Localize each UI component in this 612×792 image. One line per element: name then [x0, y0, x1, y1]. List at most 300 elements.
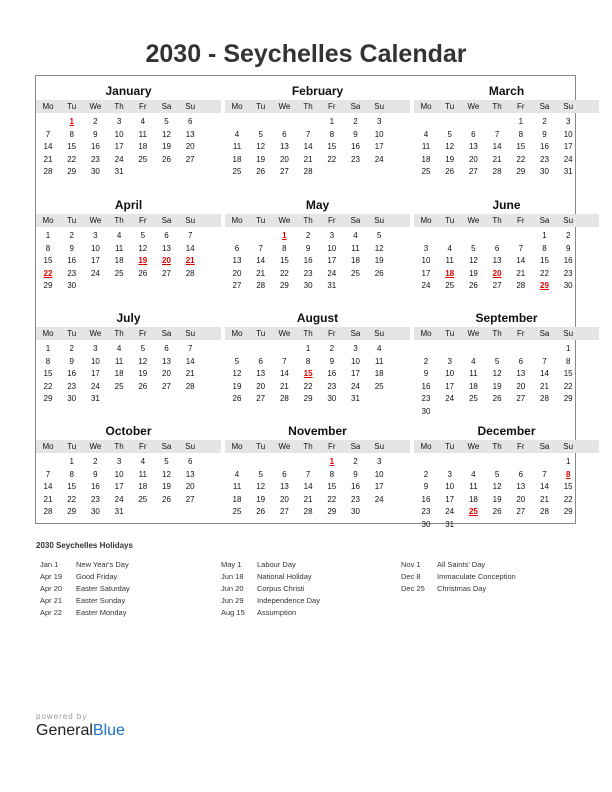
weekday-label: Fr: [328, 216, 336, 225]
day-cell: 12: [492, 369, 502, 379]
holiday-day-cell: 22: [43, 268, 53, 278]
month-july: [36, 311, 221, 421]
day-cell: 20: [185, 142, 195, 152]
day-cell: 2: [423, 356, 429, 366]
day-cell: 22: [540, 268, 549, 278]
day-cell: 17: [445, 381, 455, 391]
day-cell: 16: [303, 256, 313, 266]
weekday-header: [414, 327, 599, 340]
day-cell: 26: [138, 381, 148, 391]
day-cell: 23: [67, 381, 77, 391]
holiday-day-cell: 20: [162, 256, 171, 266]
weekday-label: Su: [374, 442, 385, 451]
weekday-header: [414, 440, 599, 453]
day-cell: 17: [351, 369, 360, 379]
day-cell: 13: [516, 369, 526, 379]
day-cell: 16: [351, 142, 360, 152]
day-cell: 27: [162, 268, 171, 278]
day-cell: 23: [421, 507, 431, 517]
day-cell: 21: [516, 268, 526, 278]
day-cell: 6: [282, 129, 287, 139]
day-cell: 13: [185, 129, 195, 139]
weekday-label: Th: [303, 216, 313, 225]
holiday-name: Independence Day: [257, 596, 320, 605]
day-cell: 23: [303, 268, 313, 278]
weekday-label: Su: [563, 102, 574, 111]
weekday-label: Sa: [350, 102, 361, 111]
day-cell: 17: [114, 482, 124, 492]
day-cell: 19: [256, 154, 266, 164]
weekday-label: Fr: [328, 102, 336, 111]
day-cell: 14: [540, 482, 549, 492]
day-cell: 5: [471, 243, 476, 253]
day-cell: 7: [305, 129, 311, 139]
weekday-label: Fr: [139, 102, 147, 111]
day-cell: 18: [138, 482, 148, 492]
day-cell: 15: [516, 142, 526, 152]
day-cell: 6: [518, 356, 524, 366]
day-cell: 10: [114, 129, 124, 139]
weekday-label: Su: [185, 442, 196, 451]
day-cell: 5: [494, 356, 500, 366]
holiday-date: Dec 8: [401, 572, 421, 581]
day-cell: 15: [563, 369, 573, 379]
day-cell: 12: [374, 243, 384, 253]
weekday-label: Tu: [67, 442, 77, 451]
month-name: January: [105, 84, 152, 98]
holiday-name: Easter Sunday: [76, 596, 126, 605]
weekday-label: Mo: [420, 216, 432, 225]
day-cell: 30: [67, 281, 77, 291]
holiday-name: All Saints' Day: [437, 560, 486, 569]
day-cell: 27: [185, 494, 195, 504]
day-cell: 15: [43, 256, 53, 266]
day-cell: 22: [67, 494, 77, 504]
day-cell: 19: [468, 268, 478, 278]
day-cell: 9: [93, 129, 98, 139]
weekday-label: Mo: [420, 442, 432, 451]
day-cell: 3: [565, 117, 571, 126]
holiday-day-cell: 20: [492, 268, 502, 278]
day-cell: 30: [563, 281, 573, 291]
weekday-label: Sa: [161, 442, 172, 451]
day-cell: 25: [445, 281, 455, 291]
day-cell: 6: [282, 469, 287, 479]
day-cell: 26: [468, 281, 478, 291]
weekday-label: Tu: [67, 329, 77, 338]
day-cell: 14: [303, 482, 313, 492]
weekday-label: Fr: [328, 442, 336, 451]
day-cell: 14: [279, 369, 289, 379]
day-cell: 5: [376, 231, 382, 240]
day-cell: 20: [185, 482, 195, 492]
day-cell: 8: [305, 356, 311, 366]
weekday-label: Th: [303, 102, 313, 111]
day-cell: 15: [540, 256, 549, 266]
weekday-label: Sa: [161, 216, 172, 225]
day-cell: 30: [540, 167, 549, 177]
month-name: September: [475, 311, 538, 325]
day-cell: 10: [563, 129, 573, 139]
holiday-day-cell: 1: [282, 231, 287, 240]
brand-name-blue: Blue: [92, 722, 125, 739]
day-cell: 22: [43, 381, 53, 391]
brand-name: [36, 722, 156, 740]
day-cell: 3: [447, 469, 452, 479]
day-cell: 12: [162, 129, 171, 139]
day-cell: 20: [162, 369, 171, 379]
weekday-label: Mo: [42, 329, 54, 338]
day-cell: 10: [90, 356, 100, 366]
day-cell: 4: [471, 356, 476, 366]
day-cell: 2: [565, 231, 571, 240]
day-cell: 6: [187, 457, 193, 466]
day-cell: 25: [468, 394, 478, 404]
day-cell: 28: [540, 394, 549, 404]
day-cell: 9: [542, 129, 547, 139]
day-cell: 5: [494, 469, 500, 479]
holiday-date: Nov 1: [401, 560, 421, 569]
day-cell: 2: [69, 231, 74, 240]
day-cell: 15: [67, 142, 77, 152]
month-name: November: [288, 424, 347, 438]
weekday-label: Sa: [539, 329, 550, 338]
weekday-label: We: [89, 216, 102, 225]
day-cell: 9: [565, 243, 571, 253]
page-title: 2030 - Seychelles Calendar: [145, 40, 467, 68]
holiday-name: Assumption: [257, 608, 297, 617]
weekday-header: [225, 440, 410, 453]
day-cell: 30: [303, 281, 313, 291]
day-cell: 1: [329, 117, 335, 126]
day-cell: 27: [492, 281, 502, 291]
month-name: October: [105, 424, 152, 438]
day-cell: 8: [565, 356, 571, 366]
day-cell: 5: [140, 344, 146, 353]
day-cell: 9: [69, 356, 74, 366]
weekday-label: Su: [185, 102, 196, 111]
day-cell: 23: [421, 394, 431, 404]
day-cell: 5: [164, 117, 169, 126]
weekday-label: Su: [563, 442, 574, 451]
day-cell: 15: [327, 142, 337, 152]
day-cell: 24: [114, 154, 124, 164]
day-cell: 3: [376, 457, 382, 466]
day-cell: 15: [327, 482, 337, 492]
day-cell: 7: [187, 231, 193, 240]
day-cell: 3: [116, 457, 122, 466]
day-cell: 4: [423, 129, 429, 139]
weekday-label: Th: [492, 329, 502, 338]
day-cell: 2: [542, 117, 547, 126]
holiday-name: Easter Monday: [76, 608, 127, 617]
day-cell: 3: [447, 356, 452, 366]
day-cell: 23: [67, 268, 77, 278]
day-cell: 19: [256, 494, 266, 504]
day-cell: 18: [114, 369, 124, 379]
weekday-label: Fr: [517, 216, 525, 225]
day-cell: 13: [162, 243, 171, 253]
day-cell: 7: [45, 129, 51, 139]
weekday-label: We: [89, 329, 102, 338]
weekday-header: [225, 214, 410, 227]
weekday-header: [414, 100, 599, 113]
day-cell: 6: [518, 469, 524, 479]
day-cell: 27: [516, 394, 526, 404]
day-cell: 6: [164, 344, 169, 353]
weekday-label: Fr: [328, 329, 336, 338]
day-cell: 7: [542, 469, 547, 479]
day-cell: 22: [516, 154, 526, 164]
day-cell: 10: [327, 243, 337, 253]
weekday-label: Mo: [42, 216, 54, 225]
day-cell: 3: [116, 117, 122, 126]
day-cell: 3: [353, 344, 358, 353]
day-cell: 18: [374, 369, 384, 379]
holiday-day-cell: 25: [468, 507, 478, 517]
brand-logo: [36, 712, 156, 740]
day-cell: 21: [43, 154, 53, 164]
weekday-label: Th: [114, 102, 124, 111]
holiday-date: Jun 18: [221, 572, 244, 581]
weekday-label: Tu: [256, 442, 266, 451]
day-cell: 25: [138, 154, 148, 164]
day-cell: 20: [256, 381, 266, 391]
weekday-label: Fr: [517, 442, 525, 451]
day-cell: 4: [447, 243, 452, 253]
month-december: [414, 424, 599, 534]
day-cell: 28: [516, 281, 526, 291]
day-cell: 25: [232, 507, 242, 517]
weekday-label: Su: [563, 216, 574, 225]
weekday-header: [414, 214, 599, 227]
day-cell: 4: [140, 117, 146, 126]
weekday-label: Mo: [42, 442, 54, 451]
day-cell: 17: [114, 142, 124, 152]
weekday-label: Mo: [420, 102, 432, 111]
holiday-date: Jun 29: [221, 596, 244, 605]
day-cell: 31: [445, 520, 455, 529]
day-cell: 23: [563, 268, 573, 278]
day-cell: 23: [327, 381, 337, 391]
day-cell: 15: [43, 369, 53, 379]
day-cell: 28: [540, 507, 549, 517]
day-cell: 27: [279, 167, 289, 177]
day-cell: 11: [114, 243, 124, 253]
day-cell: 13: [162, 356, 171, 366]
day-cell: 9: [69, 243, 74, 253]
holiday-name: National Holiday: [257, 572, 312, 581]
day-cell: 18: [421, 154, 431, 164]
day-cell: 13: [256, 369, 266, 379]
month-november: [225, 424, 410, 534]
month-name: July: [116, 311, 141, 325]
weekday-label: Su: [185, 329, 196, 338]
holiday-date: Aug 15: [221, 608, 245, 617]
day-cell: 19: [492, 381, 502, 391]
weekday-label: We: [278, 442, 291, 451]
day-cell: 30: [90, 167, 100, 177]
day-cell: 16: [421, 381, 431, 391]
day-cell: 6: [258, 356, 263, 366]
day-cell: 24: [327, 268, 337, 278]
holiday-day-cell: 1: [329, 457, 335, 466]
holiday-name: Labour Day: [257, 560, 296, 569]
holiday-day-cell: 29: [540, 281, 549, 291]
weekday-header: [36, 100, 221, 113]
day-cell: 22: [563, 494, 573, 504]
day-cell: 27: [516, 507, 526, 517]
day-cell: 30: [67, 394, 77, 404]
day-cell: 14: [43, 482, 53, 492]
weekday-label: Mo: [420, 329, 432, 338]
day-cell: 14: [185, 243, 195, 253]
day-cell: 23: [90, 494, 100, 504]
day-cell: 29: [67, 507, 77, 517]
month-march: [414, 84, 599, 194]
day-cell: 20: [279, 494, 289, 504]
day-cell: 14: [303, 142, 313, 152]
weekday-label: Mo: [231, 216, 243, 225]
day-cell: 19: [492, 494, 502, 504]
day-cell: 9: [329, 356, 335, 366]
day-cell: 31: [563, 167, 573, 177]
day-cell: 26: [445, 167, 455, 177]
weekday-header: [36, 214, 221, 227]
weekday-label: Su: [374, 329, 385, 338]
day-cell: 21: [492, 154, 502, 164]
holiday-date: Apr 22: [40, 608, 63, 617]
day-cell: 15: [563, 482, 573, 492]
weekday-label: We: [278, 102, 291, 111]
day-cell: 31: [90, 394, 100, 404]
day-cell: 29: [327, 507, 337, 517]
day-cell: 9: [93, 469, 98, 479]
month-name: December: [477, 424, 536, 438]
day-cell: 7: [305, 469, 311, 479]
day-cell: 19: [162, 482, 171, 492]
day-cell: 23: [351, 494, 360, 504]
holiday-name: Corpus Christi: [257, 584, 305, 593]
day-cell: 12: [256, 142, 266, 152]
day-cell: 25: [232, 167, 242, 177]
day-cell: 16: [327, 369, 337, 379]
day-cell: 4: [234, 469, 240, 479]
day-cell: 4: [140, 457, 146, 466]
day-cell: 12: [138, 356, 148, 366]
day-cell: 2: [353, 117, 358, 126]
day-cell: 16: [351, 482, 360, 492]
day-cell: 1: [45, 231, 51, 240]
day-cell: 8: [282, 243, 287, 253]
holiday-name: Christmas Day: [437, 584, 487, 593]
day-cell: 12: [256, 482, 266, 492]
day-cell: 22: [303, 381, 313, 391]
day-cell: 12: [232, 369, 242, 379]
weekday-label: Th: [492, 102, 502, 111]
brand-name-general: General: [36, 722, 93, 739]
day-cell: 29: [279, 281, 289, 291]
day-cell: 7: [45, 469, 51, 479]
weekday-label: Th: [114, 216, 124, 225]
day-cell: 23: [351, 154, 360, 164]
day-cell: 24: [421, 281, 431, 291]
day-cell: 4: [353, 231, 358, 240]
holiday-date: Dec 25: [401, 584, 425, 593]
day-cell: 5: [447, 129, 452, 139]
weekday-header: [36, 327, 221, 340]
weekday-label: Sa: [539, 102, 550, 111]
day-cell: 4: [116, 231, 122, 240]
day-cell: 1: [542, 231, 547, 240]
day-cell: 1: [565, 457, 571, 466]
day-cell: 8: [45, 243, 51, 253]
weekday-label: Mo: [231, 442, 243, 451]
day-cell: 28: [43, 507, 53, 517]
day-cell: 24: [445, 394, 455, 404]
weekday-label: We: [89, 442, 102, 451]
day-cell: 21: [279, 381, 289, 391]
holiday-name: Easter Saturday: [76, 584, 130, 593]
day-cell: 5: [258, 129, 263, 139]
day-cell: 14: [43, 142, 53, 152]
weekday-label: Mo: [42, 102, 54, 111]
month-august: [225, 311, 410, 421]
day-cell: 26: [374, 268, 384, 278]
day-cell: 25: [138, 494, 148, 504]
weekday-label: Tu: [256, 329, 266, 338]
holiday-day-cell: 15: [303, 369, 313, 379]
day-cell: 4: [234, 129, 240, 139]
day-cell: 9: [353, 129, 358, 139]
day-cell: 11: [138, 129, 147, 139]
day-cell: 26: [162, 494, 171, 504]
day-cell: 30: [327, 394, 337, 404]
weekday-label: Su: [374, 102, 385, 111]
holiday-date: Apr 21: [40, 596, 63, 605]
weekday-label: We: [278, 216, 291, 225]
day-cell: 8: [69, 129, 74, 139]
month-name: February: [291, 84, 344, 98]
day-cell: 16: [90, 142, 100, 152]
day-cell: 21: [540, 494, 549, 504]
day-cell: 24: [374, 154, 384, 164]
day-cell: 9: [353, 469, 358, 479]
holiday-day-cell: 1: [69, 117, 74, 126]
day-cell: 26: [256, 507, 266, 517]
holiday-day-cell: 18: [445, 268, 455, 278]
day-cell: 16: [563, 256, 573, 266]
day-cell: 30: [421, 407, 431, 416]
day-cell: 11: [445, 256, 454, 266]
weekday-label: Sa: [350, 329, 361, 338]
holidays-title: 2030 Seychelles Holidays: [36, 541, 133, 550]
weekday-label: Sa: [539, 216, 550, 225]
weekday-label: Su: [374, 216, 385, 225]
day-cell: 7: [187, 344, 193, 353]
day-cell: 3: [423, 243, 429, 253]
day-cell: 30: [90, 507, 100, 517]
day-cell: 11: [114, 356, 124, 366]
day-cell: 4: [471, 469, 476, 479]
weekday-label: Tu: [67, 102, 77, 111]
day-cell: 1: [45, 344, 51, 353]
weekday-label: We: [278, 329, 291, 338]
day-cell: 14: [185, 356, 195, 366]
day-cell: 13: [279, 482, 289, 492]
month-name: August: [296, 311, 339, 325]
day-cell: 24: [90, 381, 100, 391]
